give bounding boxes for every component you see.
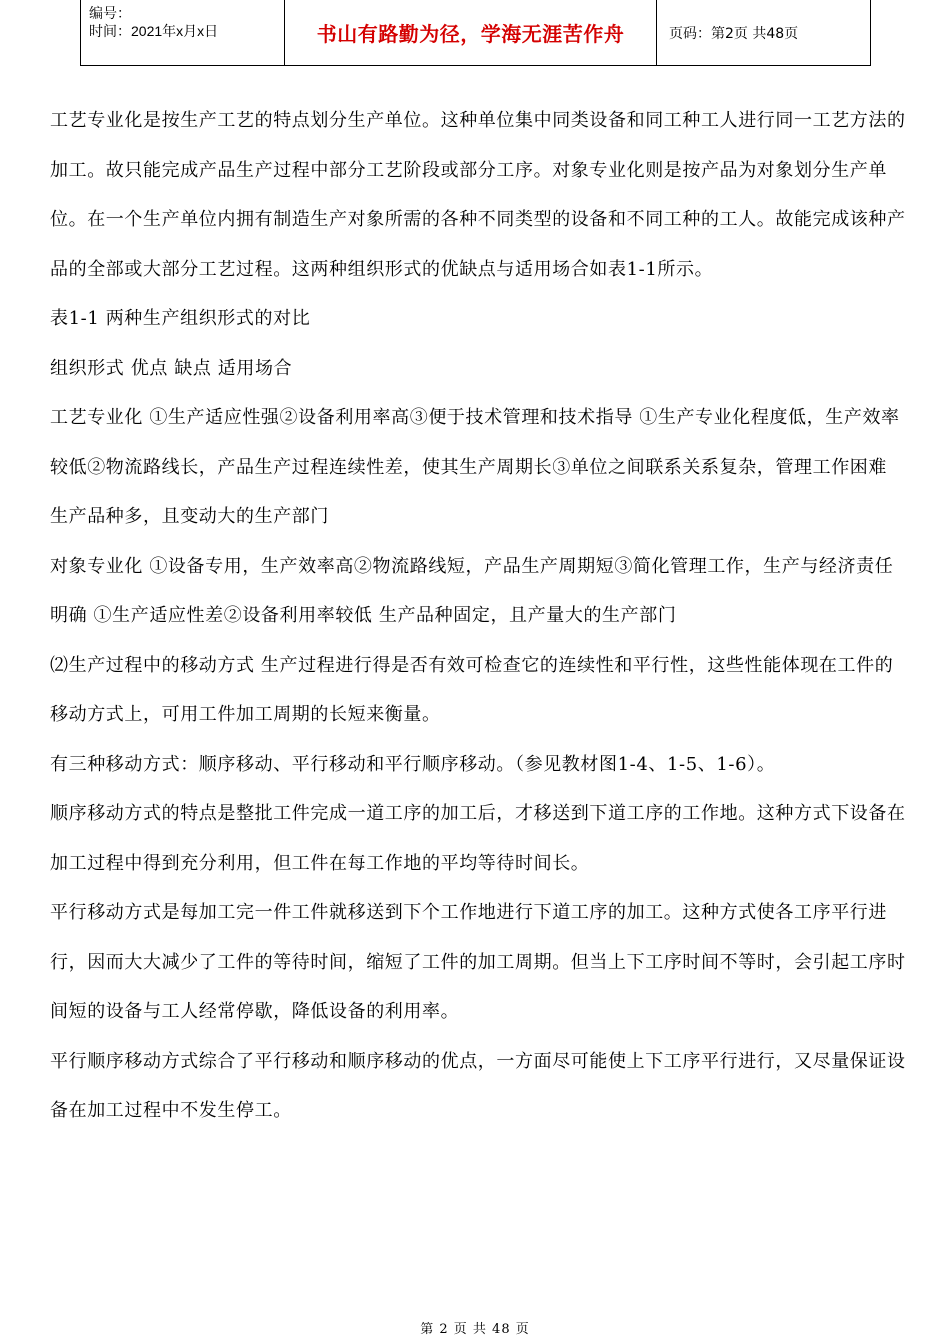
header-motto: 书山有路勤为径，学海无涯苦作舟 xyxy=(285,0,657,65)
document-number-label: 编号： xyxy=(89,5,131,21)
body-paragraph: 工艺专业化是按生产工艺的特点划分生产单位。这种单位集中同类设备和同工种工人进行同一工艺方法的加工。故只能完成产品生产过程中部分工艺阶段或部分工序。对象专业化则是按产品为对象划分生产单位。在一个生产单位内拥有制造生产对象所需的各种不同类型的设备和不同工种的工人。故能完成该种产品的全部或大部分工艺过程。这两种组织形式的优缺点与适用场合如表1-1所示。 xyxy=(50,110,906,280)
document-body xyxy=(50,96,910,1136)
body-paragraph: 平行移动方式是每加工完一件工件就移送到下个工作地进行下道工序的加工。这种方式使各工序平行进行，因而大大减少了工件的等待时间，缩短了工件的加工周期。但当上下工序时间不等时，会引起工序时间短的设备与工人经常停歇，降低设备的利用率。 xyxy=(50,902,906,1022)
body-paragraph: 有三种移动方式：顺序移动、平行移动和平行顺序移动。（参见教材图1-4、1-5、1-6）。 xyxy=(50,753,776,775)
body-paragraph: ⑵生产过程中的移动方式 生产过程进行得是否有效可检查它的连续性和平行性，这些性能体现在工件的移动方式上，可用工件加工周期的长短来衡量。 xyxy=(50,654,894,725)
document-date-label: 时间：2021年x月x日 xyxy=(89,23,219,39)
body-paragraph: 平行顺序移动方式综合了平行移动和顺序移动的优点，一方面尽可能使上下工序平行进行，又尽量保证设备在加工过程中不发生停工。 xyxy=(50,1050,906,1121)
header-meta xyxy=(81,0,285,65)
table-row-process-specialization: 工艺专业化 ①生产适应性强②设备利用率高③便于技术管理和技术指导 ①生产专业化程度低，生产效率较低②物流路线长，产品生产过程连续性差，使其生产周期长③单位之间联系关系复杂，管理工作困难 生产品种多，且变动大的生产部门 xyxy=(50,407,900,527)
page-header xyxy=(80,0,871,66)
body-paragraph: 顺序移动方式的特点是整批工件完成一道工序的加工后，才移送到下道工序的工作地。这种方式下设备在加工过程中得到充分利用，但工件在每工作地的平均等待时间长。 xyxy=(50,803,906,874)
table-row-object-specialization: 对象专业化 ①设备专用，生产效率高②物流路线短，产品生产周期短③简化管理工作，生产与经济责任明确 ①生产适应性差②设备利用率较低 生产品种固定，且产量大的生产部门 xyxy=(50,555,894,626)
page-footer: 第 2 页 共 48 页 xyxy=(420,1322,530,1337)
table-header-row: 组织形式 优点 缺点 适用场合 xyxy=(50,357,293,379)
header-page-number: 页码：第2页 共48页 xyxy=(669,25,799,42)
table-caption: 表1-1 两种生产组织形式的对比 xyxy=(50,308,311,329)
